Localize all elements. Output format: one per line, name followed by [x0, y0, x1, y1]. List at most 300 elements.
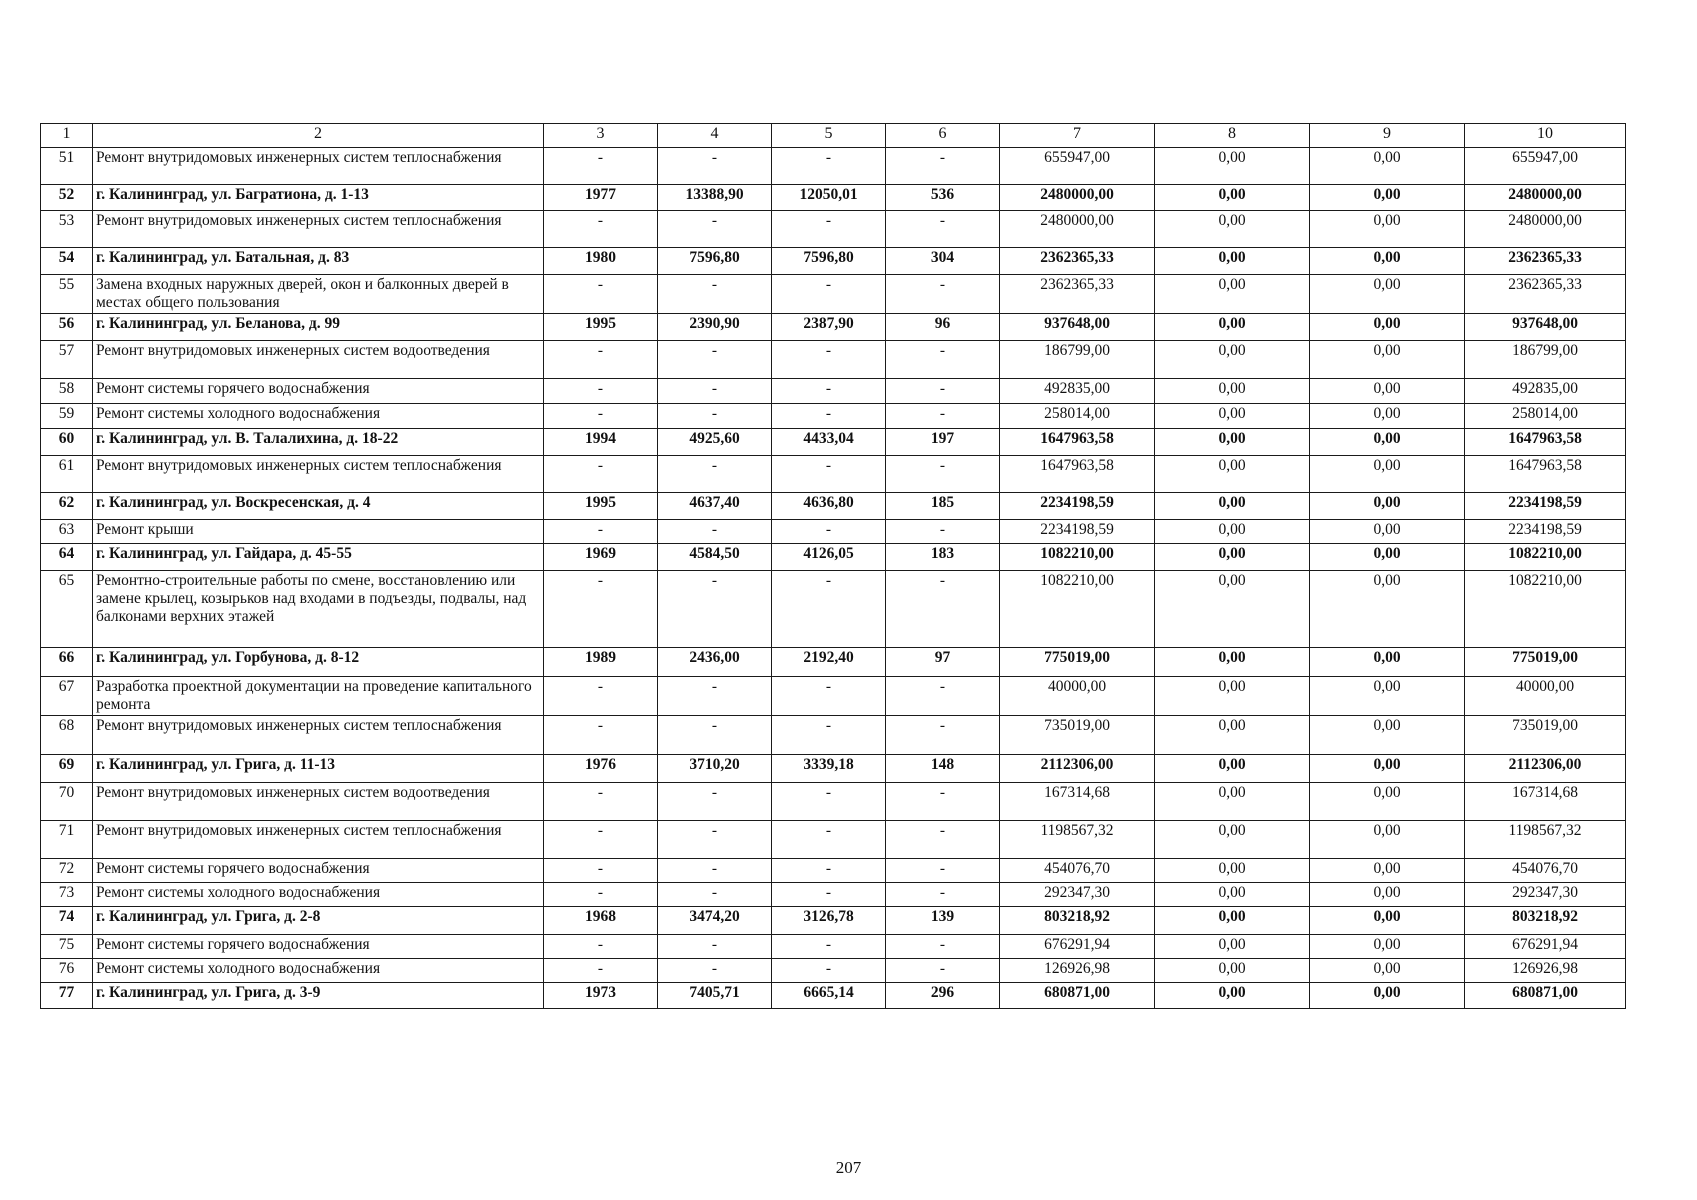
col10-cell: 126926,98: [1465, 959, 1626, 983]
work-row: [41, 341, 1626, 379]
year-cell: 1989: [544, 648, 658, 677]
col9-cell: 0,00: [1310, 314, 1465, 341]
total-cost-cell: 2362365,33: [1000, 275, 1155, 314]
residents-cell: 148: [886, 755, 1000, 783]
residents-cell: -: [886, 859, 1000, 883]
address-row: [41, 429, 1626, 456]
year-cell: -: [544, 716, 658, 755]
row-description: г. Калининград, ул. Беланова, д. 99: [93, 314, 544, 341]
col9-cell: 0,00: [1310, 520, 1465, 544]
row-description: Ремонт системы холодного водоснабжения: [93, 883, 544, 907]
row-number: 75: [41, 935, 93, 959]
col8-cell: 0,00: [1155, 716, 1310, 755]
year-cell: -: [544, 935, 658, 959]
year-cell: 1995: [544, 493, 658, 520]
residents-cell: 197: [886, 429, 1000, 456]
work-row: [41, 959, 1626, 983]
work-row: [41, 571, 1626, 648]
living-area-cell: -: [772, 341, 886, 379]
row-number: 59: [41, 404, 93, 429]
row-number: 65: [41, 571, 93, 648]
living-area-cell: -: [772, 677, 886, 716]
row-number: 61: [41, 456, 93, 493]
area-cell: 4637,40: [658, 493, 772, 520]
area-cell: -: [658, 148, 772, 185]
living-area-cell: -: [772, 783, 886, 821]
total-cost-cell: 40000,00: [1000, 677, 1155, 716]
residents-cell: 139: [886, 907, 1000, 935]
residents-cell: -: [886, 783, 1000, 821]
col8-cell: 0,00: [1155, 520, 1310, 544]
col9-cell: 0,00: [1310, 248, 1465, 275]
col10-cell: 2362365,33: [1465, 248, 1626, 275]
area-cell: -: [658, 883, 772, 907]
area-cell: 7405,71: [658, 983, 772, 1009]
row-description: Ремонт внутридомовых инженерных систем водоотведения: [93, 341, 544, 379]
work-row: [41, 520, 1626, 544]
row-number: 53: [41, 211, 93, 248]
address-row: [41, 248, 1626, 275]
header-row: [41, 124, 1626, 148]
col9-cell: 0,00: [1310, 783, 1465, 821]
total-cost-cell: 2480000,00: [1000, 211, 1155, 248]
total-cost-cell: 735019,00: [1000, 716, 1155, 755]
area-cell: -: [658, 275, 772, 314]
col10-cell: 803218,92: [1465, 907, 1626, 935]
column-header: 2: [93, 124, 544, 148]
row-number: 70: [41, 783, 93, 821]
row-number: 77: [41, 983, 93, 1009]
work-row: [41, 275, 1626, 314]
row-number: 60: [41, 429, 93, 456]
col10-cell: 258014,00: [1465, 404, 1626, 429]
col8-cell: 0,00: [1155, 571, 1310, 648]
col10-cell: 1082210,00: [1465, 544, 1626, 571]
col10-cell: 492835,00: [1465, 379, 1626, 404]
residents-cell: -: [886, 571, 1000, 648]
col10-cell: 1647963,58: [1465, 456, 1626, 493]
row-number: 71: [41, 821, 93, 859]
col9-cell: 0,00: [1310, 716, 1465, 755]
residents-cell: -: [886, 275, 1000, 314]
total-cost-cell: 1082210,00: [1000, 544, 1155, 571]
col10-cell: 2234198,59: [1465, 493, 1626, 520]
column-header: 1: [41, 124, 93, 148]
year-cell: 1995: [544, 314, 658, 341]
col9-cell: 0,00: [1310, 571, 1465, 648]
residents-cell: -: [886, 716, 1000, 755]
address-row: [41, 544, 1626, 571]
address-row: [41, 185, 1626, 211]
work-row: [41, 821, 1626, 859]
address-row: [41, 493, 1626, 520]
col10-cell: 292347,30: [1465, 883, 1626, 907]
total-cost-cell: 258014,00: [1000, 404, 1155, 429]
col9-cell: 0,00: [1310, 935, 1465, 959]
total-cost-cell: 2234198,59: [1000, 520, 1155, 544]
col10-cell: 2480000,00: [1465, 211, 1626, 248]
work-row: [41, 456, 1626, 493]
col9-cell: 0,00: [1310, 379, 1465, 404]
year-cell: -: [544, 677, 658, 716]
col8-cell: 0,00: [1155, 148, 1310, 185]
row-description: г. Калининград, ул. Воскресенская, д. 4: [93, 493, 544, 520]
area-cell: 13388,90: [658, 185, 772, 211]
row-number: 51: [41, 148, 93, 185]
row-description: г. Калининград, ул. Багратиона, д. 1-13: [93, 185, 544, 211]
area-cell: -: [658, 571, 772, 648]
area-cell: -: [658, 859, 772, 883]
col9-cell: 0,00: [1310, 677, 1465, 716]
work-row: [41, 148, 1626, 185]
col8-cell: 0,00: [1155, 185, 1310, 211]
row-description: г. Калининград, ул. Гайдара, д. 45-55: [93, 544, 544, 571]
col8-cell: 0,00: [1155, 755, 1310, 783]
living-area-cell: -: [772, 211, 886, 248]
residents-cell: 96: [886, 314, 1000, 341]
total-cost-cell: 680871,00: [1000, 983, 1155, 1009]
row-description: Ремонт внутридомовых инженерных систем водоотведения: [93, 783, 544, 821]
row-number: 73: [41, 883, 93, 907]
col10-cell: 680871,00: [1465, 983, 1626, 1009]
residents-cell: -: [886, 883, 1000, 907]
row-number: 57: [41, 341, 93, 379]
total-cost-cell: 492835,00: [1000, 379, 1155, 404]
address-row: [41, 907, 1626, 935]
row-description: г. Калининград, ул. Грига, д. 3-9: [93, 983, 544, 1009]
area-cell: 2390,90: [658, 314, 772, 341]
col9-cell: 0,00: [1310, 959, 1465, 983]
year-cell: -: [544, 211, 658, 248]
row-description: г. Калининград, ул. Грига, д. 2-8: [93, 907, 544, 935]
col8-cell: 0,00: [1155, 429, 1310, 456]
row-number: 58: [41, 379, 93, 404]
column-header: 9: [1310, 124, 1465, 148]
col10-cell: 2234198,59: [1465, 520, 1626, 544]
area-cell: 3710,20: [658, 755, 772, 783]
year-cell: 1976: [544, 755, 658, 783]
col10-cell: 2362365,33: [1465, 275, 1626, 314]
area-cell: 4584,50: [658, 544, 772, 571]
area-cell: -: [658, 677, 772, 716]
address-row: [41, 983, 1626, 1009]
total-cost-cell: 2234198,59: [1000, 493, 1155, 520]
table-body: [41, 148, 1626, 1009]
year-cell: -: [544, 341, 658, 379]
living-area-cell: 7596,80: [772, 248, 886, 275]
living-area-cell: -: [772, 520, 886, 544]
row-number: 68: [41, 716, 93, 755]
row-description: г. Калининград, ул. Батальная, д. 83: [93, 248, 544, 275]
row-description: Ремонт внутридомовых инженерных систем теплоснабжения: [93, 211, 544, 248]
col9-cell: 0,00: [1310, 429, 1465, 456]
residents-cell: 97: [886, 648, 1000, 677]
work-row: [41, 677, 1626, 716]
row-number: 74: [41, 907, 93, 935]
area-cell: -: [658, 520, 772, 544]
page-number: 207: [835, 1158, 862, 1177]
living-area-cell: 4126,05: [772, 544, 886, 571]
total-cost-cell: 126926,98: [1000, 959, 1155, 983]
col10-cell: 676291,94: [1465, 935, 1626, 959]
col9-cell: 0,00: [1310, 859, 1465, 883]
work-row: [41, 883, 1626, 907]
row-number: 56: [41, 314, 93, 341]
row-number: 76: [41, 959, 93, 983]
year-cell: -: [544, 379, 658, 404]
col10-cell: 186799,00: [1465, 341, 1626, 379]
living-area-cell: 3339,18: [772, 755, 886, 783]
col9-cell: 0,00: [1310, 456, 1465, 493]
col8-cell: 0,00: [1155, 275, 1310, 314]
area-cell: -: [658, 341, 772, 379]
col10-cell: 1647963,58: [1465, 429, 1626, 456]
total-cost-cell: 1647963,58: [1000, 456, 1155, 493]
work-row: [41, 716, 1626, 755]
total-cost-cell: 676291,94: [1000, 935, 1155, 959]
col10-cell: 1198567,32: [1465, 821, 1626, 859]
year-cell: -: [544, 783, 658, 821]
col9-cell: 0,00: [1310, 648, 1465, 677]
row-number: 62: [41, 493, 93, 520]
col8-cell: 0,00: [1155, 648, 1310, 677]
row-description: г. Калининград, ул. В. Талалихина, д. 18-22: [93, 429, 544, 456]
col8-cell: 0,00: [1155, 859, 1310, 883]
year-cell: -: [544, 520, 658, 544]
col8-cell: 0,00: [1155, 456, 1310, 493]
address-row: [41, 755, 1626, 783]
year-cell: 1973: [544, 983, 658, 1009]
area-cell: -: [658, 456, 772, 493]
col8-cell: 0,00: [1155, 883, 1310, 907]
year-cell: 1968: [544, 907, 658, 935]
residents-cell: 304: [886, 248, 1000, 275]
col10-cell: 2480000,00: [1465, 185, 1626, 211]
col9-cell: 0,00: [1310, 821, 1465, 859]
col8-cell: 0,00: [1155, 248, 1310, 275]
col8-cell: 0,00: [1155, 935, 1310, 959]
area-cell: -: [658, 379, 772, 404]
area-cell: -: [658, 716, 772, 755]
living-area-cell: -: [772, 859, 886, 883]
total-cost-cell: 2480000,00: [1000, 185, 1155, 211]
col8-cell: 0,00: [1155, 314, 1310, 341]
residents-cell: -: [886, 379, 1000, 404]
residents-cell: -: [886, 935, 1000, 959]
residents-cell: -: [886, 341, 1000, 379]
col8-cell: 0,00: [1155, 493, 1310, 520]
col8-cell: 0,00: [1155, 404, 1310, 429]
year-cell: -: [544, 883, 658, 907]
col9-cell: 0,00: [1310, 211, 1465, 248]
residents-cell: -: [886, 821, 1000, 859]
row-description: Ремонт системы холодного водоснабжения: [93, 404, 544, 429]
address-row: [41, 314, 1626, 341]
total-cost-cell: 1647963,58: [1000, 429, 1155, 456]
row-number: 72: [41, 859, 93, 883]
residents-cell: -: [886, 211, 1000, 248]
row-description: Ремонтно-строительные работы по смене, восстановлению или замене крылец, козырьков над входами в подъезды, подвалы, над балконами верхних этажей: [93, 571, 544, 648]
col9-cell: 0,00: [1310, 883, 1465, 907]
area-cell: 7596,80: [658, 248, 772, 275]
col10-cell: 735019,00: [1465, 716, 1626, 755]
living-area-cell: -: [772, 959, 886, 983]
total-cost-cell: 454076,70: [1000, 859, 1155, 883]
col8-cell: 0,00: [1155, 677, 1310, 716]
area-cell: -: [658, 935, 772, 959]
col10-cell: 40000,00: [1465, 677, 1626, 716]
residents-cell: -: [886, 456, 1000, 493]
living-area-cell: 4433,04: [772, 429, 886, 456]
col10-cell: 1082210,00: [1465, 571, 1626, 648]
col8-cell: 0,00: [1155, 783, 1310, 821]
total-cost-cell: 167314,68: [1000, 783, 1155, 821]
row-description: Ремонт внутридомовых инженерных систем теплоснабжения: [93, 716, 544, 755]
address-row: [41, 648, 1626, 677]
living-area-cell: 3126,78: [772, 907, 886, 935]
living-area-cell: -: [772, 571, 886, 648]
total-cost-cell: 1198567,32: [1000, 821, 1155, 859]
area-cell: -: [658, 959, 772, 983]
living-area-cell: 2192,40: [772, 648, 886, 677]
column-header: 10: [1465, 124, 1626, 148]
row-number: 54: [41, 248, 93, 275]
total-cost-cell: 292347,30: [1000, 883, 1155, 907]
column-header: 3: [544, 124, 658, 148]
col9-cell: 0,00: [1310, 148, 1465, 185]
row-number: 69: [41, 755, 93, 783]
col10-cell: 655947,00: [1465, 148, 1626, 185]
year-cell: 1980: [544, 248, 658, 275]
work-row: [41, 211, 1626, 248]
year-cell: -: [544, 148, 658, 185]
col8-cell: 0,00: [1155, 907, 1310, 935]
residents-cell: -: [886, 959, 1000, 983]
living-area-cell: -: [772, 821, 886, 859]
total-cost-cell: 803218,92: [1000, 907, 1155, 935]
area-cell: 4925,60: [658, 429, 772, 456]
residents-cell: -: [886, 148, 1000, 185]
work-row: [41, 404, 1626, 429]
col8-cell: 0,00: [1155, 211, 1310, 248]
row-description: г. Калининград, ул. Грига, д. 11-13: [93, 755, 544, 783]
col8-cell: 0,00: [1155, 959, 1310, 983]
residents-cell: 296: [886, 983, 1000, 1009]
area-cell: -: [658, 404, 772, 429]
year-cell: -: [544, 959, 658, 983]
total-cost-cell: 775019,00: [1000, 648, 1155, 677]
col9-cell: 0,00: [1310, 493, 1465, 520]
row-number: 64: [41, 544, 93, 571]
col10-cell: 937648,00: [1465, 314, 1626, 341]
col9-cell: 0,00: [1310, 341, 1465, 379]
row-number: 63: [41, 520, 93, 544]
total-cost-cell: 655947,00: [1000, 148, 1155, 185]
col9-cell: 0,00: [1310, 983, 1465, 1009]
row-description: г. Калининград, ул. Горбунова, д. 8-12: [93, 648, 544, 677]
living-area-cell: -: [772, 379, 886, 404]
year-cell: -: [544, 859, 658, 883]
col8-cell: 0,00: [1155, 821, 1310, 859]
row-description: Ремонт системы горячего водоснабжения: [93, 935, 544, 959]
row-number: 55: [41, 275, 93, 314]
col9-cell: 0,00: [1310, 907, 1465, 935]
row-description: Ремонт внутридомовых инженерных систем теплоснабжения: [93, 148, 544, 185]
row-description: Ремонт системы горячего водоснабжения: [93, 379, 544, 404]
col8-cell: 0,00: [1155, 983, 1310, 1009]
year-cell: -: [544, 275, 658, 314]
total-cost-cell: 186799,00: [1000, 341, 1155, 379]
residents-cell: -: [886, 677, 1000, 716]
col9-cell: 0,00: [1310, 544, 1465, 571]
living-area-cell: -: [772, 456, 886, 493]
living-area-cell: 2387,90: [772, 314, 886, 341]
year-cell: -: [544, 571, 658, 648]
col8-cell: 0,00: [1155, 379, 1310, 404]
total-cost-cell: 937648,00: [1000, 314, 1155, 341]
total-cost-cell: 2112306,00: [1000, 755, 1155, 783]
area-cell: 2436,00: [658, 648, 772, 677]
row-description: Ремонт системы холодного водоснабжения: [93, 959, 544, 983]
year-cell: 1994: [544, 429, 658, 456]
living-area-cell: -: [772, 883, 886, 907]
row-description: Ремонт системы горячего водоснабжения: [93, 859, 544, 883]
living-area-cell: 12050,01: [772, 185, 886, 211]
col9-cell: 0,00: [1310, 755, 1465, 783]
column-header: 8: [1155, 124, 1310, 148]
residents-cell: 185: [886, 493, 1000, 520]
col10-cell: 454076,70: [1465, 859, 1626, 883]
living-area-cell: -: [772, 148, 886, 185]
residents-cell: 536: [886, 185, 1000, 211]
col8-cell: 0,00: [1155, 544, 1310, 571]
col8-cell: 0,00: [1155, 341, 1310, 379]
work-row: [41, 783, 1626, 821]
col10-cell: 2112306,00: [1465, 755, 1626, 783]
work-row: [41, 935, 1626, 959]
year-cell: -: [544, 456, 658, 493]
total-cost-cell: 2362365,33: [1000, 248, 1155, 275]
row-number: 67: [41, 677, 93, 716]
residents-cell: -: [886, 520, 1000, 544]
row-description: Ремонт крыши: [93, 520, 544, 544]
living-area-cell: 4636,80: [772, 493, 886, 520]
row-description: Разработка проектной документации на проведение капитального ремонта: [93, 677, 544, 716]
col9-cell: 0,00: [1310, 275, 1465, 314]
column-header: 5: [772, 124, 886, 148]
area-cell: -: [658, 783, 772, 821]
residents-cell: -: [886, 404, 1000, 429]
total-cost-cell: 1082210,00: [1000, 571, 1155, 648]
col9-cell: 0,00: [1310, 185, 1465, 211]
col9-cell: 0,00: [1310, 404, 1465, 429]
row-description: Замена входных наружных дверей, окон и балконных дверей в местах общего пользования: [93, 275, 544, 314]
year-cell: -: [544, 821, 658, 859]
year-cell: 1977: [544, 185, 658, 211]
data-table: [40, 123, 1626, 1009]
area-cell: 3474,20: [658, 907, 772, 935]
row-description: Ремонт внутридомовых инженерных систем теплоснабжения: [93, 456, 544, 493]
column-header: 4: [658, 124, 772, 148]
year-cell: -: [544, 404, 658, 429]
row-number: 52: [41, 185, 93, 211]
area-cell: -: [658, 821, 772, 859]
col10-cell: 167314,68: [1465, 783, 1626, 821]
row-number: 66: [41, 648, 93, 677]
year-cell: 1969: [544, 544, 658, 571]
living-area-cell: 6665,14: [772, 983, 886, 1009]
row-description: Ремонт внутридомовых инженерных систем теплоснабжения: [93, 821, 544, 859]
